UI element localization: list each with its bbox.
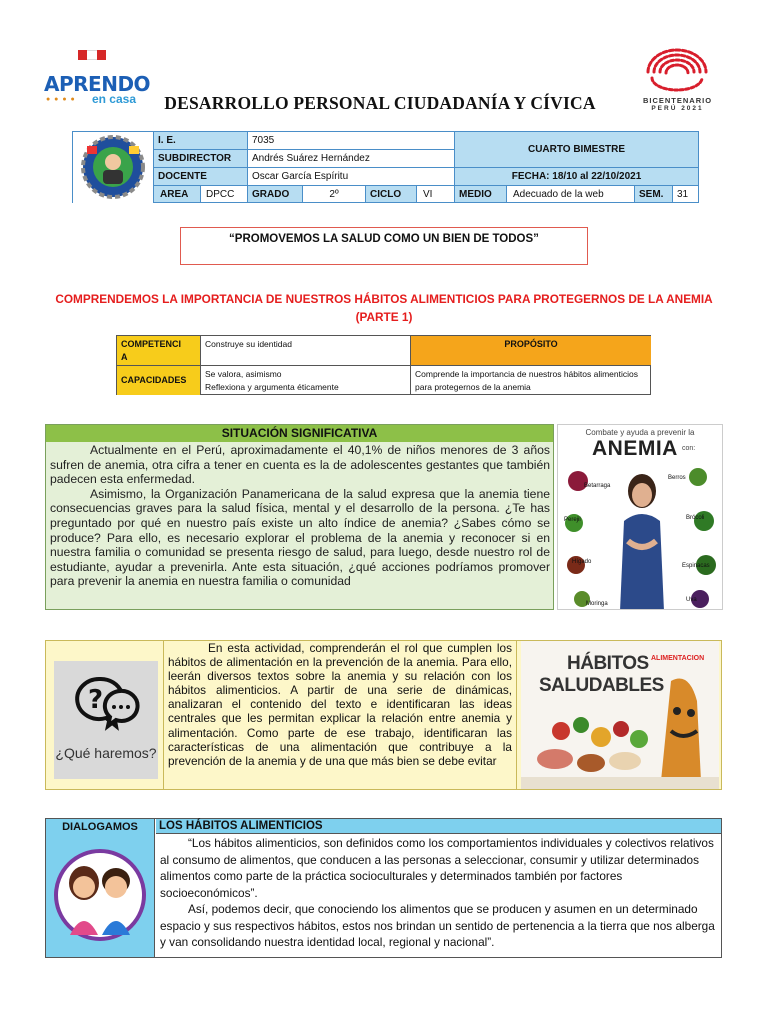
food-label: Espinacas — [682, 563, 710, 569]
situacion-paragraph-2: Asimismo, la Organización Panamericana de la salud expresa que la anemia tiene consecuencias graves para la salud física, mental y el desarrollo de la persona. ¿Te has preguntado por qué en nuestro país existe un alto índice de anemia? ¿Sabes cómo se produce? Para ello, es necesario explorar el problema de la anemia y reconocer si en nuestra familia o comunidad se presenta riesgo de salud, para luego, desde nuestro rol de estudiante, ayudar a prevenirla. Ante esta situación, ¿qué acciones podríamos promover para prevenir la anemia en nuestra familia o comunidad — [50, 486, 550, 589]
quote-box — [180, 227, 588, 265]
dialogamos-paragraph-1: “Los hábitos alimenticios, son definidos como los comportamientos individuales y colectivos relativos al consumo de alimentos, que conducen a las personas a seleccionar, consumir y utilizar determinados alimentos como parte de la práctica socioculturales y determinados también por factores socioeconómicos”. — [160, 836, 714, 900]
aprendo-en-casa-logo — [44, 50, 151, 108]
bicentenario-emblem-icon — [638, 42, 716, 94]
habitos-tag: ALIMENTACION — [651, 655, 705, 662]
food-label: Betarraga — [584, 483, 611, 489]
session-title-line1: COMPRENDEMOS LA IMPORTANCIA DE NUESTROS HÁBITOS ALIMENTICIOS PARA PROTEGERNOS DE LA ANEMIA — [55, 292, 713, 306]
page-title: DESARROLLO PERSONAL CIUDADANÍA Y CÍVICA — [164, 93, 596, 113]
dialogamos-heading: LOS HÁBITOS ALIMENTICIOS — [156, 819, 721, 834]
woman-with-foods-illustration-icon — [558, 461, 723, 610]
situacion-significativa — [45, 424, 554, 610]
bicentenario-logo — [630, 42, 725, 112]
peru-flag-icon — [78, 50, 106, 60]
bicentenario-line1: BICENTENARIO — [642, 96, 713, 105]
anemia-image-title: ANEMIA — [592, 437, 678, 460]
que-haremos-paragraph: En esta actividad, comprenderán el rol que cumplen los hábitos de alimentación en la prevención de la anemia. Para ello, leerán diversos textos sobre la anemia y su relación con los hábitos alimenticios. A partir de una serie de dinámicas, analizaran el contenido del texto e identificaran las ideas centrales que les permitan explicar la relación entre anemia y alimentación. Como parte de ese trabajo, identificaran las características de una alimentación que contribuye a la prevención de la anemia y de una que más bien se debe evitar — [168, 641, 512, 768]
school-emblem-icon — [73, 132, 153, 202]
ciclo-value: VI — [417, 186, 455, 203]
quote-text: “PROMOVEMOS LA SALUD COMO UN BIEN DE TODOS” — [229, 233, 539, 245]
medio-value: Adecuado de la web — [507, 186, 635, 203]
grado-value: 2º — [303, 186, 366, 203]
que-haremos-image — [54, 661, 158, 779]
food-vegetables-illustration-icon — [521, 641, 719, 789]
bimestre-label: CUARTO BIMESTRE — [455, 132, 699, 168]
grado-label: GRADO — [248, 186, 303, 203]
logo-line2: en casa — [91, 92, 136, 106]
bicentenario-line2: PERÚ 2021 — [651, 105, 704, 112]
capacidades-label: CAPACIDADES — [117, 366, 201, 395]
area-label: AREA — [154, 186, 201, 203]
competencia-label-line2: A — [121, 352, 128, 362]
dialogamos-body — [157, 835, 719, 951]
ciclo-label: CICLO — [366, 186, 417, 203]
que-haremos-text — [163, 641, 517, 789]
fecha-label: FECHA: 18/10 al 22/10/2021 — [455, 168, 699, 186]
anemia-image-top: Combate y ayuda a prevenir la — [585, 428, 695, 437]
food-label: Perejil — [564, 517, 581, 523]
school-logo — [73, 132, 154, 203]
docente-label: DOCENTE — [154, 168, 248, 186]
anemia-image-con: con: — [682, 445, 696, 452]
sem-value: 31 — [673, 186, 699, 203]
habitos-line2: SALUDABLES — [539, 675, 664, 696]
food-label: Berros — [668, 475, 686, 481]
subdirector-value: Andrés Suárez Hernández — [248, 150, 455, 168]
dialogamos-section — [45, 818, 722, 958]
proposito-label: PROPÓSITO — [411, 336, 651, 366]
medio-label: MEDIO — [455, 186, 507, 203]
proposito-value: Comprende la importancia de nuestros hábitos alimenticios para protegernos de la anemia — [415, 369, 639, 392]
food-label: Brócoli — [686, 515, 705, 521]
competencia-label — [117, 336, 201, 366]
area-value: DPCC — [201, 186, 248, 203]
dialogamos-side — [46, 819, 155, 957]
situacion-paragraph-1: Actualmente en el Perú, aproximadamente el 40,1% de niños menores de 3 años sufren de anemia, otra cifra a tener en cuenta es la de adolescentes gestantes que también padecen esta enfermedad. — [50, 443, 550, 487]
logo-dots: ● ● ● ● — [46, 96, 76, 103]
sem-label: SEM. — [635, 186, 673, 203]
svg-text:?: ? — [88, 685, 104, 715]
capacidad-2: Reflexiona y argumenta éticamente — [205, 382, 339, 392]
que-haremos-caption: ¿Qué haremos? — [55, 745, 157, 761]
competencia-value: Construye su identidad — [201, 336, 411, 366]
situacion-body — [50, 443, 550, 589]
competencia-label-line1: COMPETENCI — [121, 339, 182, 349]
que-haremos-section — [45, 640, 722, 790]
dialogamos-label: DIALOGAMOS — [62, 821, 138, 833]
session-title — [50, 290, 718, 326]
habitos-saludables-image — [521, 641, 719, 789]
capacidades-value — [201, 366, 411, 395]
anemia-prevention-image — [557, 424, 723, 610]
ie-label: I. E. — [154, 132, 248, 150]
situacion-heading: SITUACIÓN SIGNIFICATIVA — [46, 425, 553, 442]
food-label: Hígado — [572, 559, 592, 565]
docente-value: Oscar García Espíritu — [248, 168, 455, 186]
subdirector-label: SUBDIRECTOR — [154, 150, 248, 168]
dialogamos-paragraph-2: Así, podemos decir, que conociendo los alimentos que se producen y asumen en un determinado espacio y sus respectivos hábitos, estos nos brindan un sentido de pertenencia a la tierra que nos alberga y van consolidando nuestra identidad local, regional y nacional”. — [160, 902, 715, 949]
capacidad-1: Se valora, asimismo — [205, 369, 282, 379]
competencia-table — [116, 335, 651, 395]
speech-bubbles-icon — [72, 675, 142, 733]
food-label: Uva — [686, 597, 697, 603]
food-label: Moringa — [586, 601, 608, 607]
info-table — [72, 131, 699, 203]
logo-line1: APRENDO — [44, 72, 151, 96]
children-talking-icon — [54, 839, 146, 951]
ie-value: 7035 — [248, 132, 455, 150]
session-title-line2: (PARTE 1) — [355, 310, 413, 324]
habitos-line1: HÁBITOS — [567, 653, 649, 674]
